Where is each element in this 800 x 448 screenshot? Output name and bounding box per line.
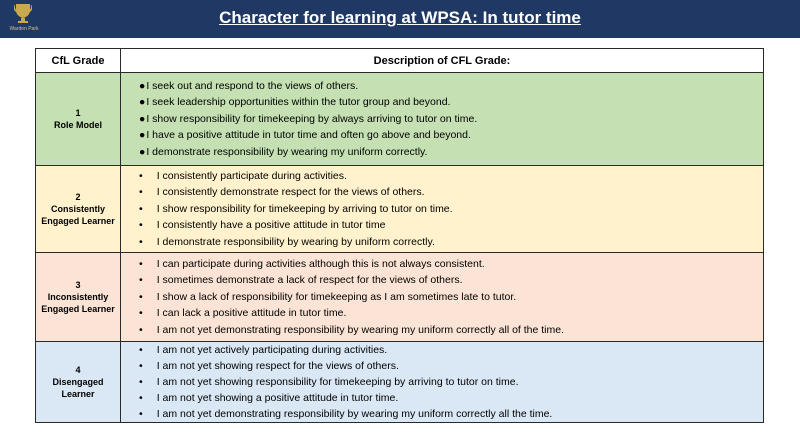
list-item	[139, 168, 763, 185]
list-item-text: I can lack a positive attitude in tutor time.	[156, 307, 347, 320]
grade-label: Inconsistently Engaged Learner	[41, 292, 115, 314]
list-item-text: I consistently demonstrate respect for the views of others.	[156, 186, 425, 199]
bullet-icon: •	[139, 186, 143, 199]
description-list	[139, 78, 763, 161]
list-item	[139, 322, 763, 339]
list-item-text: I am not yet showing responsibility for timekeeping by arriving to tutor on time.	[156, 376, 519, 388]
page-title: Character for learning at WPSA: In tutor time	[219, 8, 581, 27]
table-row-disengaged	[36, 342, 764, 423]
list-item-text: I demonstrate responsibility by wearing by uniform correctly.	[156, 235, 435, 248]
list-item	[139, 289, 763, 306]
list-item	[139, 390, 763, 406]
bullet-icon: •	[139, 376, 143, 388]
bullet-icon: •	[139, 202, 143, 215]
grade-label: Role Model	[53, 120, 102, 130]
list-item	[139, 305, 763, 322]
bullet-icon: •	[139, 219, 143, 232]
list-item	[139, 406, 763, 422]
table-header-row	[36, 49, 764, 73]
bullet-icon: •	[139, 235, 143, 248]
bullet-icon: •	[139, 257, 143, 270]
table-row-consistently-engaged	[36, 166, 764, 253]
bullet-icon: •	[139, 274, 143, 287]
list-item-text: I am not yet actively participating during activities.	[156, 344, 388, 356]
list-item-text: I show responsibility for timekeeping by arriving to tutor on time.	[156, 202, 453, 215]
list-item	[139, 111, 763, 128]
grade-number: 1	[75, 108, 81, 118]
list-item	[139, 94, 763, 111]
grade-label: Consistently Engaged Learner	[41, 204, 115, 226]
list-item	[139, 201, 763, 218]
bullet-icon: •	[139, 323, 143, 336]
description-cell	[121, 253, 764, 342]
header-bar	[0, 0, 800, 38]
column-header-description: Description of CFL Grade:	[121, 49, 764, 73]
description-cell	[121, 73, 764, 166]
list-item-text: I consistently participate during activities.	[156, 169, 347, 182]
table-row-inconsistently-engaged	[36, 253, 764, 342]
list-item-text: I consistently have a positive attitude in tutor time	[156, 219, 386, 232]
logo-text: Warden Park	[9, 26, 39, 32]
grade-number: 4	[75, 365, 81, 375]
bullet-icon: •	[139, 169, 143, 182]
list-item	[139, 127, 763, 144]
list-item	[139, 217, 763, 234]
description-cell	[121, 342, 764, 423]
list-item-text: I show a lack of responsibility for timekeeping as I am sometimes late to tutor.	[156, 290, 517, 303]
grade-number: 2	[75, 192, 81, 202]
grade-cell	[36, 342, 121, 423]
bullet-icon: •	[139, 290, 143, 303]
list-item-text: I seek out and respond to the views of others.	[146, 79, 359, 92]
list-item	[139, 144, 763, 161]
list-item-text: I am not yet demonstrating responsibility by wearing my uniform correctly all of the time.	[156, 323, 565, 336]
list-item	[139, 256, 763, 273]
list-item	[139, 272, 763, 289]
bullet-icon: ●	[139, 79, 146, 92]
bullet-icon: •	[139, 344, 143, 356]
list-item-text: I sometimes demonstrate a lack of respect for the views of others.	[156, 274, 463, 287]
list-item	[139, 184, 763, 201]
bullet-icon: ●	[139, 112, 146, 125]
bullet-icon: ●	[139, 96, 146, 109]
bullet-icon: •	[139, 408, 143, 420]
column-header-grade: CfL Grade	[36, 49, 121, 73]
list-item-text: I seek leadership opportunities within the tutor group and beyond.	[146, 96, 451, 109]
bullet-icon: •	[139, 307, 143, 320]
list-item-text: I show responsibility for timekeeping by always arriving to tutor on time.	[146, 112, 478, 125]
table-row-role-model	[36, 73, 764, 166]
bullet-icon: •	[139, 360, 143, 372]
grade-cell	[36, 253, 121, 342]
list-item-text: I have a positive attitude in tutor time and often go above and beyond.	[146, 129, 471, 142]
grade-number: 3	[75, 280, 81, 290]
list-item	[139, 234, 763, 251]
list-item-text: I demonstrate responsibility by wearing my uniform correctly.	[146, 145, 428, 158]
list-item	[139, 358, 763, 374]
bullet-icon: ●	[139, 129, 146, 142]
description-list	[139, 342, 763, 422]
bullet-icon: •	[139, 392, 143, 404]
description-cell	[121, 166, 764, 253]
list-item-text: I can participate during activities although this is not always consistent.	[156, 257, 485, 270]
list-item-text: I am not yet showing a positive attitude in tutor time.	[156, 392, 399, 404]
grade-cell	[36, 166, 121, 253]
list-item	[139, 78, 763, 95]
list-item-text: I am not yet demonstrating responsibility by wearing my uniform correctly all the time.	[156, 408, 553, 420]
bullet-icon: ●	[139, 145, 146, 158]
grade-cell	[36, 73, 121, 166]
description-list	[139, 168, 763, 251]
list-item-text: I am not yet showing respect for the views of others.	[156, 360, 399, 372]
grade-label: Disengaged Learner	[52, 377, 104, 399]
list-item	[139, 342, 763, 358]
list-item	[139, 374, 763, 390]
cfl-table	[35, 48, 764, 423]
description-list	[139, 256, 763, 339]
